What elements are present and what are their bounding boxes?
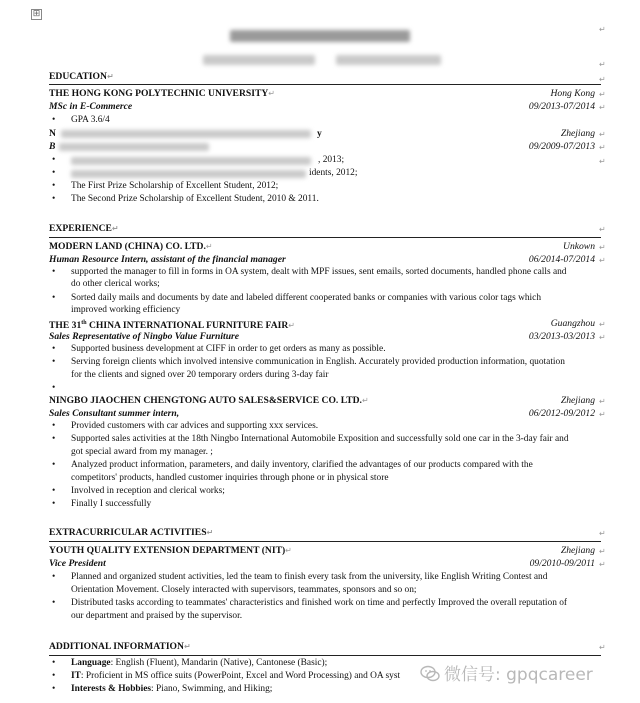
section-title-extracurricular: EXTRACURRICULAR ACTIVITIES↵ [49, 527, 214, 538]
entry-header: NINGBO JIAOCHEN CHENGTONG AUTO SALES&SERVICE CO. LTD.↵ Zhejiang [49, 395, 595, 406]
entry-location: Zhejiang [560, 128, 595, 139]
section-title-education: EDUCATION↵ [49, 71, 114, 82]
table-anchor-icon[interactable]: ⊞ [32, 9, 41, 19]
entry-header: YOUTH QUALITY EXTENSION DEPARTMENT (NIT)↵ Zhejiang [49, 545, 595, 556]
redacted-contact-right [336, 55, 441, 65]
entry-location: Unkown [563, 241, 595, 252]
wechat-watermark: 微信号: gpqcareer [420, 660, 593, 682]
role-title: Vice President [49, 558, 106, 569]
entry-location: Hong Kong [550, 88, 595, 99]
paragraph-mark: ↵ [599, 143, 606, 152]
entry-header [49, 127, 595, 140]
paragraph-mark: ↵ [599, 75, 606, 84]
paragraph-mark: ↵ [599, 90, 606, 99]
paragraph-mark: ↵ [599, 643, 606, 652]
paragraph-mark: ↵ [599, 256, 606, 265]
entry-location: Zhejiang [560, 395, 595, 406]
paragraph-mark: ↵ [599, 547, 606, 556]
redacted-degree [59, 143, 209, 151]
entry-subheader [49, 253, 595, 266]
org-name: NINGBO JIAOCHEN CHENGTONG AUTO SALES&SERVICE CO. LTD. [49, 395, 362, 406]
org-name: THE HONG KONG POLYTECHNIC UNIVERSITY [49, 88, 269, 99]
entry-dates: 03/2013-03/2013 [528, 331, 595, 342]
resume-page: ⊞ EDUCATION↵ THE HONG KONG POLYTECHNIC UNIVERSITY↵ Hong Kong MSc in E-Commerce 09/2013-07/2014 • GPA 3.6/4 N y Zhejiang B 09/2009-07/2013 • , 2013; • idents, 2012; • The First Prize Scholarship of Excellent Student, 2012; • The Second Prize Scholarship of Excellent Student, 2010 & 2011. EXPERIENCE↵ MODERN LAND (CHINA) CO. LTD.↵ Unkown Human Resource Intern, assistant of the financial manager 06/2014-07/2014 • supported the manager to fill in forms in OA system, dealt with MPF issues, sent emails, sorted documents, handled phone calls and do other clerical works; • Sorted daily mails and documents by date and labeled different cooperated banks or companies with various color tags which improved working efficiency THE 31th CHINA INTERNATIONAL FURNITURE FAIR↵ Guangzhou Sales Representative of Ningbo Value Furniture 03/2013-03/2013 • Supported business development at CIFF in order to get orders as many as possible. • Serving foreign clients which involved intensive communication in English. Accurately provided production information, quotation for the clients and signed over 20 temporary orders during 3-day fair • NINGBO JIAOCHEN CHENGTONG AUTO SALES&SERVICE CO. LTD.↵ Zhejiang Sales Consultant summer intern, 06/2012-09/2012 • Provided customers with car advices and supporting xxx services. • Supported sales activities at the 18th Ningbo International Automobile Exposition and successfully sold one car in the 3-day fair and got special award from my manager. ; • Analyzed product information, parameters, and daily inventory, clarified the advantages of our products compared with the competitors' products, handled customer inquiries through phone or in physical store • Involved in reception and clerical works; • Finally I successfully EXTRACURRICULAR ACTIVITIES↵ YOUTH QUALITY EXTENSION DEPARTMENT (NIT)↵ Zhejiang Vice President 09/2010-09/2011 • Planned and organized student activities, led the team to finish every task from the university, like English Writing Contest and Orientation Movement. Closely interacted with supervisors, teammates, sponsors and so on; • Distributed tasks according to teammates' characteristics and finished work on time and perfectly Improved the overall reputation of our department and praised by the supervisor. ADDITIONAL INFORMATION↵ • Language: English (Fluent), Mandarin (Native), Cantonese (Basic); • IT: Proficient in MS office suits (PowerPoint, Excel and Word Processing) and OA syst • Interests & Hobbies: Piano, Swimming, and Hiking; ↵ ↵ ↵ ↵ ↵ ↵ ↵ ↵ ↵ ↵ ↵ ↵ ↵ ↵ ↵ ↵ ↵ ↵ ↵ 微信号: gpqcareer [0, 0, 640, 703]
paragraph-mark: ↵ [599, 397, 606, 406]
entry-dates: 06/2014-07/2014 [528, 254, 595, 265]
entry-location: Zhejiang [560, 545, 595, 556]
redacted-org-name [61, 130, 311, 138]
paragraph-mark: ↵ [599, 60, 606, 69]
entry-dates: 09/2010-09/2011 [529, 558, 595, 569]
entry-subheader [49, 407, 595, 420]
role-title: Sales Representative of Ningbo Value Furniture [49, 331, 240, 342]
org-name: YOUTH QUALITY EXTENSION DEPARTMENT (NIT) [49, 545, 286, 556]
redacted-award [71, 157, 311, 165]
redacted-contact-left [203, 55, 315, 65]
paragraph-mark: ↵ [599, 560, 606, 569]
entry-header: THE 31th CHINA INTERNATIONAL FURNITURE FAIR↵ Guangzhou [49, 318, 595, 332]
entry-location: Guangzhou [550, 318, 595, 329]
org-name-tail: y [317, 128, 322, 139]
section-rule [49, 84, 601, 85]
entry-header: THE HONG KONG POLYTECHNIC UNIVERSITY↵ Hong Kong [49, 88, 595, 99]
paragraph-mark: ↵ [599, 529, 606, 538]
entry-dates: 06/2012-09/2012 [528, 408, 595, 419]
paragraph-mark: ↵ [599, 103, 606, 112]
paragraph-mark: ↵ [599, 320, 606, 329]
wechat-icon [420, 665, 440, 683]
paragraph-mark: ↵ [599, 410, 606, 419]
role-title: Sales Consultant summer intern, [49, 408, 180, 419]
entry-header: MODERN LAND (CHINA) CO. LTD.↵ Unkown [49, 241, 595, 252]
entry-subheader [49, 140, 595, 153]
org-name: MODERN LAND (CHINA) CO. LTD. [49, 241, 206, 252]
paragraph-mark: ↵ [599, 225, 606, 234]
section-title-experience: EXPERIENCE↵ [49, 223, 119, 234]
section-rule [49, 237, 601, 238]
paragraph-mark: ↵ [599, 130, 606, 139]
redacted-name [230, 30, 410, 42]
role-title: Human Resource Intern, assistant of the financial manager [49, 254, 286, 265]
entry-subheader [49, 330, 595, 343]
paragraph-mark: ↵ [599, 333, 606, 342]
org-name-initial: N [49, 128, 56, 139]
entry-subheader [49, 557, 595, 570]
entry-dates: 09/2009-07/2013 [528, 141, 595, 152]
degree-initial: B [49, 141, 56, 152]
entry-dates: 09/2013-07/2014 [528, 101, 595, 112]
section-title-additional: ADDITIONAL INFORMATION↵ [49, 641, 191, 652]
paragraph-mark: ↵ [599, 243, 606, 252]
section-rule [49, 655, 601, 656]
redacted-award [71, 170, 306, 178]
paragraph-mark: ↵ [599, 25, 606, 34]
degree-title: MSc in E-Commerce [49, 101, 133, 112]
paragraph-mark: ↵ [599, 157, 606, 166]
section-rule [49, 541, 601, 542]
org-name: THE 31th CHINA INTERNATIONAL FURNITURE FAIR [49, 320, 289, 332]
entry-subheader [49, 100, 595, 113]
